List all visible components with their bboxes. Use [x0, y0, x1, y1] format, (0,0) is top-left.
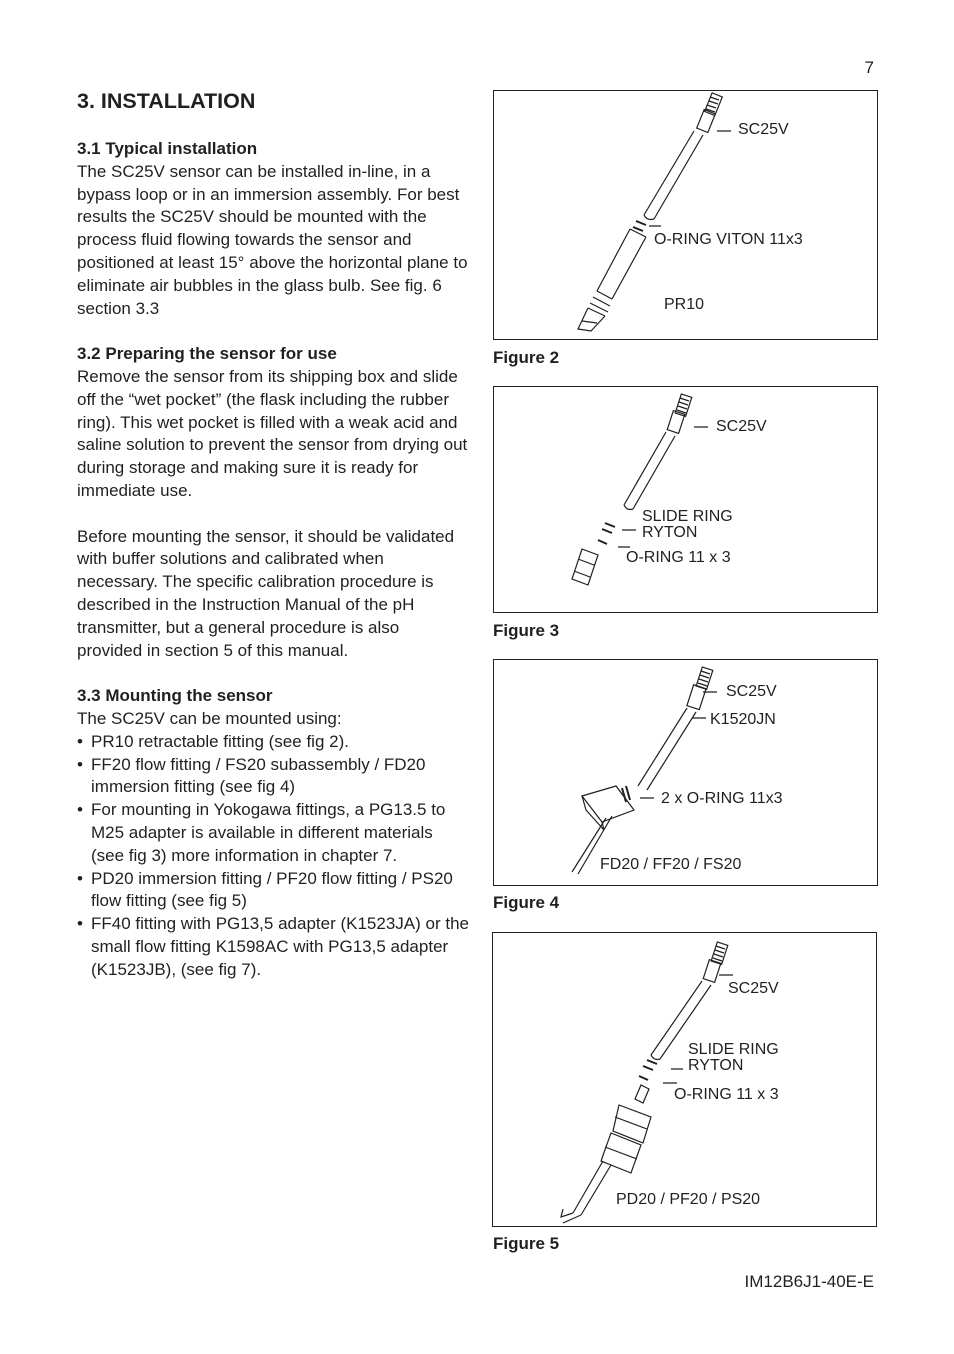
- o-ring-illustration: [633, 221, 646, 231]
- list-item: [77, 913, 469, 981]
- page-title: 3. INSTALLATION: [77, 89, 256, 113]
- list-item: [77, 799, 469, 867]
- section-3-2-title: 3.2 Preparing the sensor for use: [77, 344, 337, 364]
- section-3-3: [77, 685, 469, 981]
- mounting-options-list: [77, 731, 469, 982]
- adapter-illustration: [572, 549, 598, 585]
- figure-5-drawing: [493, 933, 878, 1228]
- slide-ring-and-o-ring-illustration: [598, 523, 615, 544]
- figure-5-label-o-ring: O-RING 11 x 3: [674, 1086, 779, 1103]
- figure-5-label-ryton: RYTON: [688, 1057, 744, 1074]
- section-3-1: [77, 138, 469, 320]
- figure-4-drawing: [494, 660, 879, 887]
- list-item: [77, 754, 469, 800]
- figure-3-drawing: [494, 387, 879, 614]
- section-3-1-body: The SC25V sensor can be installed in-line, in a bypass loop or in an immersion assembly. For best results the SC25V should be mounted with the process fluid flowing towards the sensor and positioned at least 15° above the horizontal plane to eliminate air bubbles in the glass bulb. See fig. 6 section 3.3: [77, 161, 468, 318]
- document-code: IM12B6J1-40E-E: [744, 1272, 874, 1291]
- figure-2-label-pr10: PR10: [664, 296, 705, 313]
- figure-5-label-sc25v: SC25V: [728, 980, 779, 997]
- pr10-fitting-illustration: [578, 229, 646, 331]
- list-item-text: FF20 flow fitting / FS20 subassembly / FD20 immersion fitting (see fig 4): [91, 754, 426, 797]
- list-item-text: PD20 immersion fitting / PF20 flow fitting / PS20 flow fitting (see fig 5): [91, 868, 453, 911]
- list-item-text: For mounting in Yokogawa fittings, a PG13.5 to M25 adapter is available in different materials (see fig 3) more information in chapter 7.: [91, 800, 446, 865]
- figure-5-caption: Figure 5: [493, 1234, 560, 1253]
- figure-4-panel: [493, 659, 878, 886]
- figure-3-label-ryton: RYTON: [642, 524, 698, 541]
- section-3-2-body2: Before mounting the sensor, it should be validated with buffer solutions and calibrated when necessary. The specific calibration procedure is described in the Instruction Manual of the pH transmitter, but a general procedure is also provided in section 5 of this manual.: [77, 526, 455, 660]
- figure-2-caption: Figure 2: [493, 348, 560, 367]
- bullet-marker: •: [77, 868, 83, 888]
- slide-ring-and-o-ring-illustration: [639, 1060, 657, 1080]
- section-3-1-title: 3.1 Typical installation: [77, 139, 258, 158]
- figure-3-caption: Figure 3: [493, 621, 560, 640]
- figure-4-caption: Figure 4: [493, 893, 560, 912]
- page-number: 7: [864, 58, 874, 77]
- bullet-marker: •: [77, 731, 83, 751]
- figure-2-panel: [493, 90, 878, 340]
- list-item-text: FF40 fitting with PG13,5 adapter (K1523JA) or the small flow fitting K1598AC with PG13,5 adapter (K1523JB), (see fig 7).: [91, 914, 469, 979]
- figure-3-label-o-ring: O-RING 11 x 3: [626, 549, 731, 566]
- section-3-2-continued: [77, 526, 469, 663]
- list-item: [77, 868, 469, 914]
- figure-3-label-slide-ring: SLIDE RING: [642, 508, 733, 525]
- figure-5-label-slide-ring: SLIDE RING: [688, 1041, 779, 1058]
- list-item-text: PR10 retractable fitting (see fig 2).: [91, 731, 349, 751]
- figure-4-label-fittings: FD20 / FF20 / FS20: [600, 856, 742, 873]
- bullet-marker: •: [77, 800, 83, 820]
- bullet-marker: •: [77, 914, 83, 934]
- figure-2-label-o-ring: O-RING VITON 11x3: [654, 231, 803, 248]
- section-3-3-title: 3.3 Mounting the sensor: [77, 686, 273, 706]
- figure-3-panel: [493, 386, 878, 613]
- sensor-illustration: [624, 394, 692, 510]
- figure-5-panel: [492, 932, 877, 1227]
- bullet-marker: •: [77, 754, 83, 774]
- figure-4-label-k1520jn: K1520JN: [710, 711, 776, 728]
- sensor-illustration: [644, 93, 722, 220]
- figure-4-label-o-rings: 2 x O-RING 11x3: [661, 790, 783, 807]
- figure-3-label-sc25v: SC25V: [716, 418, 767, 435]
- section-3-2-body: Remove the sensor from its shipping box and slide off the “wet pocket” (the flask including the rubber ring). This wet pocket is filled with a weak acid and saline solution to prevent the sensor from drying out during storage and making sure it is ready for immediate use.: [77, 366, 468, 500]
- figure-4-label-sc25v: SC25V: [726, 683, 777, 700]
- sensor-illustration: [638, 667, 713, 790]
- section-3-3-intro: The SC25V can be mounted using:: [77, 708, 342, 728]
- section-3-2: [77, 343, 469, 503]
- figure-5-label-fittings: PD20 / PF20 / PS20: [616, 1191, 761, 1208]
- figure-2-label-sc25v: SC25V: [738, 121, 789, 138]
- list-item: [77, 731, 469, 754]
- main-text-column: [77, 88, 469, 981]
